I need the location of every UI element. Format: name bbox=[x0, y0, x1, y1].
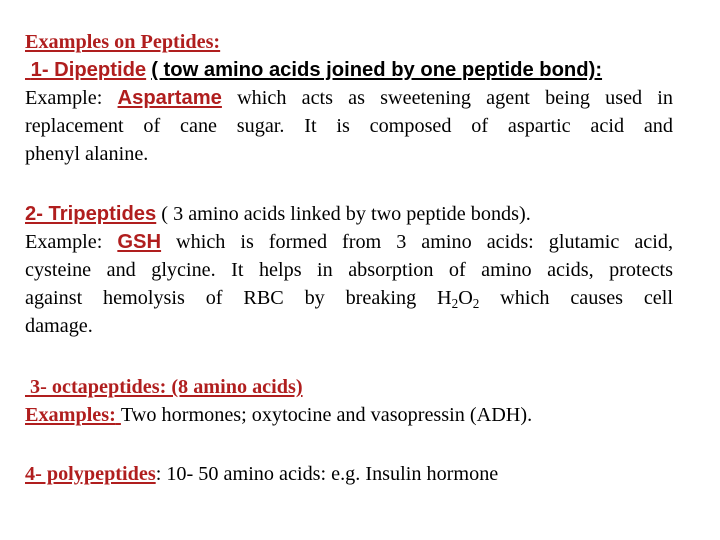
dipeptide-section bbox=[25, 28, 673, 168]
tripeptide-line4-after: which causes cell bbox=[500, 287, 673, 309]
tripeptide-line3: cysteine and glycine. It helps in absorption of amino acids, protects bbox=[25, 259, 673, 281]
tripeptide-example-line bbox=[25, 228, 673, 256]
octapeptide-heading: 3- octapeptides: (8 amino acids) bbox=[30, 376, 303, 398]
tripeptide-example-label: Example: bbox=[25, 231, 103, 253]
tripeptide-line5: damage. bbox=[25, 315, 93, 337]
polypeptide-section bbox=[25, 460, 673, 488]
o2-subscript: 2 bbox=[472, 295, 480, 311]
tripeptide-example-name: GSH bbox=[117, 231, 162, 253]
tripeptide-heading-line bbox=[25, 200, 673, 228]
polypeptide-heading: 4- polypeptides bbox=[25, 463, 156, 485]
page-title: Examples on Peptides: bbox=[25, 31, 221, 53]
tripeptide-heading: 2- Tripeptides bbox=[25, 203, 157, 225]
tripeptide-section bbox=[25, 200, 673, 340]
dipeptide-example-name: Aspartame bbox=[117, 87, 222, 109]
octapeptide-example-line bbox=[25, 401, 673, 429]
dipeptide-example-label: Example: bbox=[25, 87, 103, 109]
tripeptide-line2-rest: which is formed from 3 amino acids: glutamic acid, bbox=[176, 231, 674, 253]
dipeptide-definition: ( tow amino acids joined by one peptide bond): bbox=[151, 59, 603, 81]
dipeptide-line3: replacement of cane sugar. It is composed of aspartic acid and bbox=[25, 115, 673, 137]
dipeptide-heading: 1- Dipeptide bbox=[30, 59, 147, 81]
tripeptide-line4-before: against hemolysis of RBC by breaking H bbox=[25, 287, 452, 309]
tripeptide-line4 bbox=[25, 284, 673, 312]
dipeptide-example-line bbox=[25, 84, 673, 112]
octapeptide-example-text: Two hormones; oxytocine and vasopressin (ADH). bbox=[120, 404, 533, 426]
polypeptide-line bbox=[25, 460, 673, 488]
h2-subscript: 2 bbox=[451, 295, 459, 311]
dipeptide-line2-rest: which acts as sweetening agent being used in bbox=[237, 87, 674, 109]
octapeptide-section bbox=[25, 373, 673, 429]
octapeptide-example-label: Examples: bbox=[25, 404, 116, 426]
tripeptide-line4-o: O bbox=[458, 287, 473, 309]
dipeptide-line4: phenyl alanine. bbox=[25, 143, 149, 165]
dipeptide-heading-line bbox=[25, 56, 673, 84]
polypeptide-text: : 10- 50 amino acids: e.g. Insulin hormone bbox=[155, 463, 499, 485]
tripeptide-definition: ( 3 amino acids linked by two peptide bonds). bbox=[161, 203, 531, 225]
